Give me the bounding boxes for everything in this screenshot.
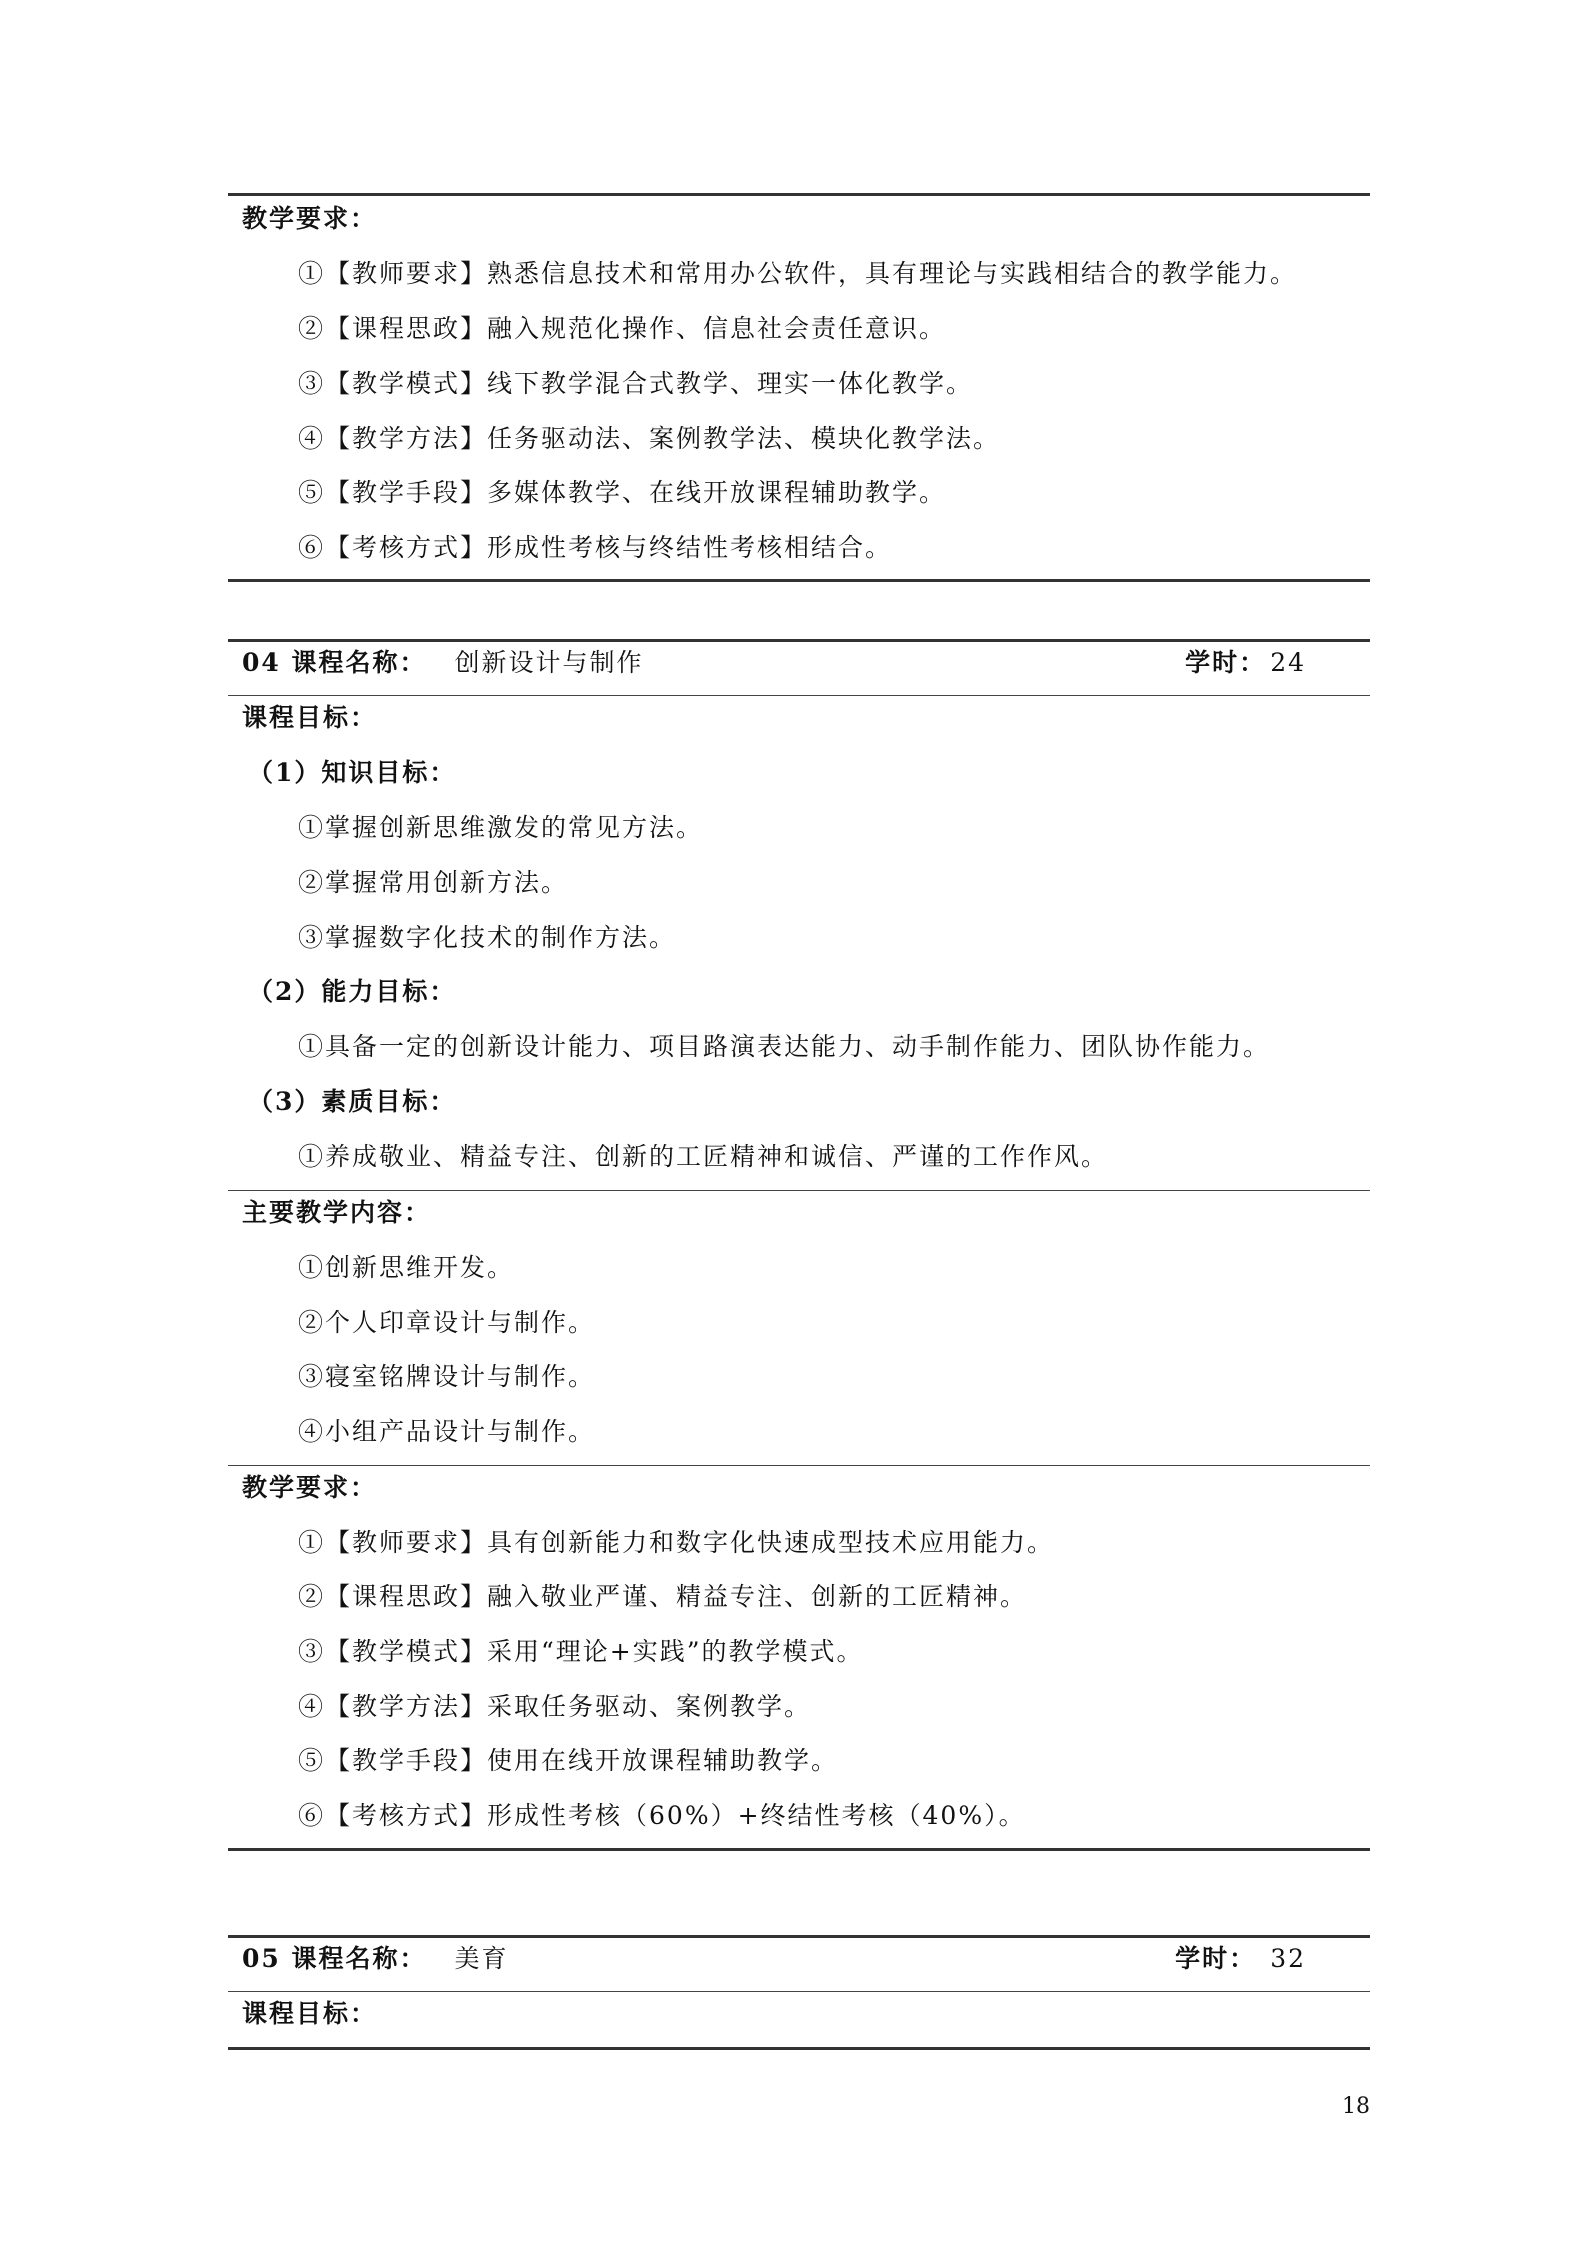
divider	[228, 1991, 1370, 1992]
teaching-requirements-heading: 教学要求：	[242, 204, 378, 233]
content-item: ③寝室铭牌设计与制作。	[298, 1362, 596, 1391]
course-title-row	[242, 1939, 509, 1979]
knowledge-item: ②掌握常用创新方法。	[298, 868, 569, 897]
ability-item: ①具备一定的创新设计能力、项目路演表达能力、动手制作能力、团队协作能力。	[298, 1032, 1271, 1061]
bottom-rule	[228, 1848, 1370, 1851]
requirement-item: ①【教师要求】具有创新能力和数字化快速成型技术应用能力。	[298, 1528, 1055, 1557]
course-03-requirements-block	[228, 193, 1370, 583]
quality-item: ①养成敬业、精益专注、创新的工匠精神和诚信、严谨的工作作风。	[298, 1142, 1109, 1171]
course-hours	[1185, 643, 1306, 683]
knowledge-item: ③掌握数字化技术的制作方法。	[298, 923, 677, 952]
course-name: 创新设计与制作	[454, 648, 644, 677]
top-rule	[228, 1935, 1370, 1938]
requirement-item: ②【课程思政】融入规范化操作、信息社会责任意识。	[298, 314, 947, 343]
course-05-block	[228, 1935, 1370, 2055]
hours-value: 24	[1270, 648, 1306, 677]
divider	[228, 1465, 1370, 1466]
course-title-row	[242, 643, 644, 683]
requirement-item: ⑥【考核方式】形成性考核与终结性考核相结合。	[298, 533, 893, 562]
hours-value: 32	[1270, 1944, 1306, 1973]
hours-label: 学时：	[1175, 1944, 1257, 1973]
course-hours	[1175, 1939, 1306, 1979]
course-name: 美育	[454, 1944, 509, 1973]
divider	[228, 695, 1370, 696]
requirement-item: ④【教学方法】任务驱动法、案例教学法、模块化教学法。	[298, 424, 1001, 453]
page-number: 18	[1342, 2094, 1370, 2119]
requirement-item: ①【教师要求】熟悉信息技术和常用办公软件，具有理论与实践相结合的教学能力。	[298, 259, 1298, 288]
bottom-rule	[228, 579, 1370, 582]
divider	[228, 1190, 1370, 1191]
content-item: ④小组产品设计与制作。	[298, 1417, 596, 1446]
requirement-item: ⑤【教学手段】使用在线开放课程辅助教学。	[298, 1746, 839, 1775]
content-item: ②个人印章设计与制作。	[298, 1308, 596, 1337]
requirement-item: ②【课程思政】融入敬业严谨、精益专注、创新的工匠精神。	[298, 1582, 1028, 1611]
quality-heading: （3）素质目标：	[248, 1087, 457, 1116]
course-label: 04 课程名称：	[242, 648, 427, 677]
requirement-item: ⑥【考核方式】形成性考核（60%）+终结性考核（40%）。	[298, 1801, 1026, 1830]
knowledge-item: ①掌握创新思维激发的常见方法。	[298, 813, 704, 842]
hours-label: 学时：	[1185, 648, 1267, 677]
top-rule	[228, 639, 1370, 642]
objectives-heading: 课程目标：	[242, 1999, 378, 2028]
requirement-item: ③【教学模式】线下教学混合式教学、理实一体化教学。	[298, 369, 974, 398]
requirement-item: ⑤【教学手段】多媒体教学、在线开放课程辅助教学。	[298, 478, 947, 507]
ability-heading: （2）能力目标：	[248, 977, 457, 1006]
bottom-rule	[228, 2047, 1370, 2050]
content-heading: 主要教学内容：	[242, 1198, 432, 1227]
requirement-item: ④【教学方法】采取任务驱动、案例教学。	[298, 1692, 812, 1721]
course-04-block	[228, 639, 1370, 1859]
knowledge-heading: （1）知识目标：	[248, 758, 457, 787]
requirement-item: ③【教学模式】采用“理论+实践”的教学模式。	[298, 1637, 864, 1666]
objectives-heading: 课程目标：	[242, 703, 378, 732]
top-rule	[228, 193, 1370, 196]
course-label: 05 课程名称：	[242, 1944, 427, 1973]
content-item: ①创新思维开发。	[298, 1253, 515, 1282]
teaching-requirements-heading: 教学要求：	[242, 1473, 378, 1502]
